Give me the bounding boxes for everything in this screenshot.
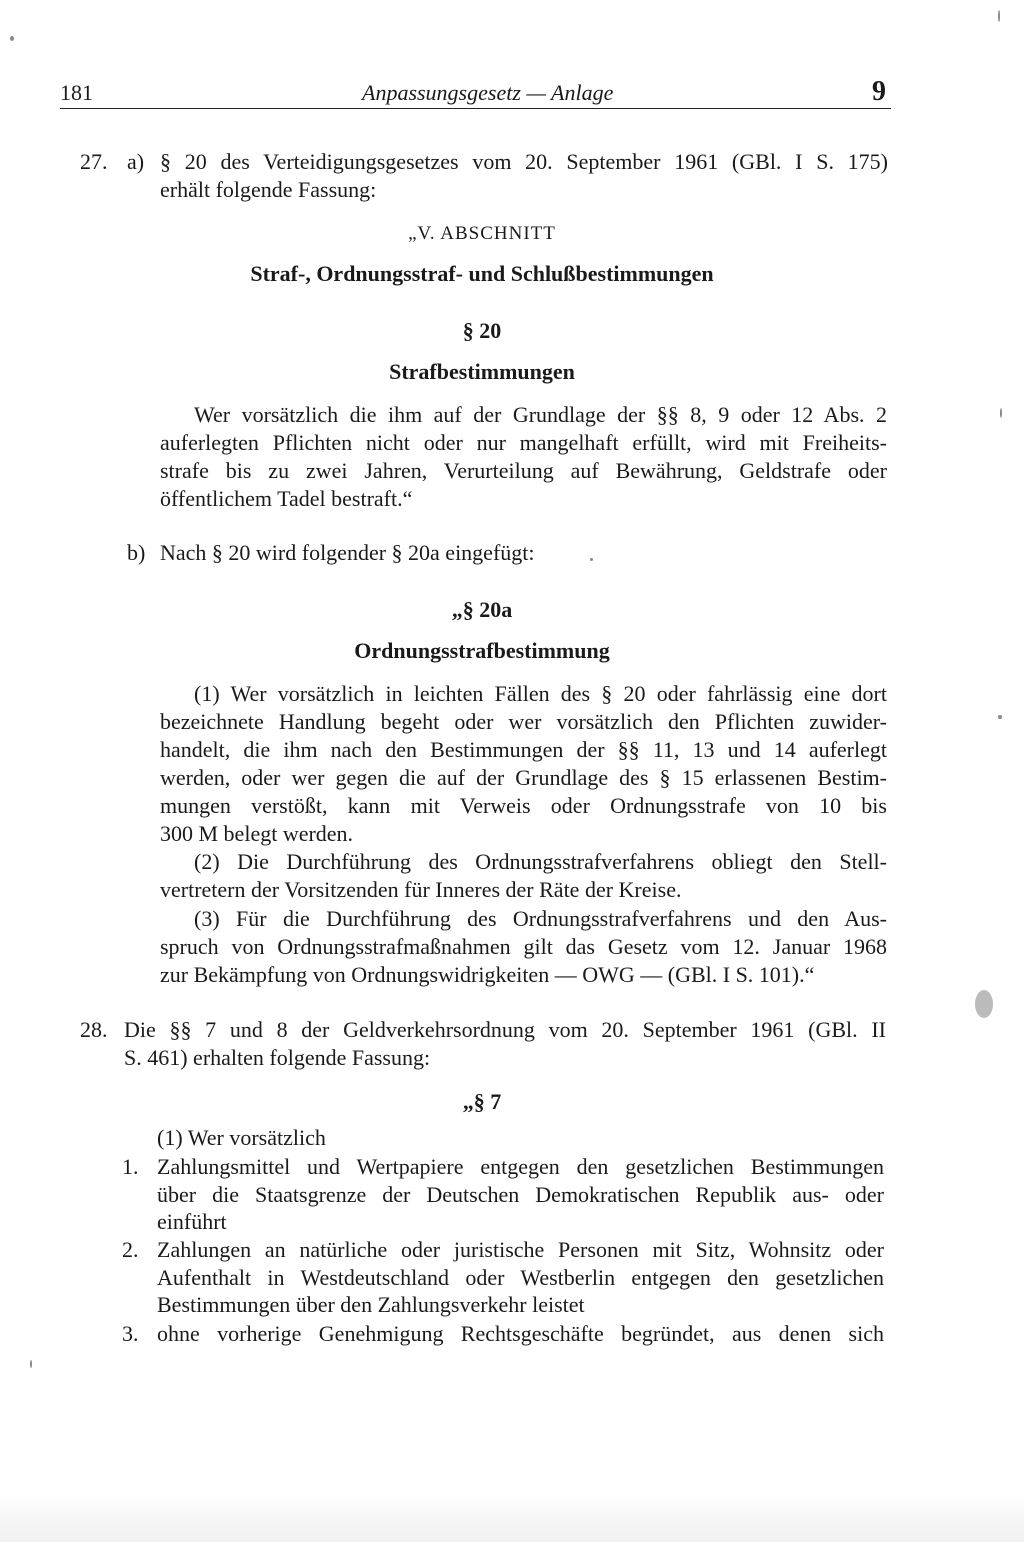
item-28-line-1: Die §§ 7 und 8 der Geldverkehrsordnung vom 20. September 1961 (GBl. II: [124, 1017, 886, 1042]
item-27a-line-1: § 20 des Verteidigungsgesetzes vom 20. September 1961 (GBl. I S. 175): [160, 149, 888, 174]
scan-speck: [998, 10, 1000, 22]
paragraph-20a-line-8: vertretern der Vorsitzenden für Inneres der Räte der Kreise.: [160, 877, 682, 902]
list-item-2-line-2: Aufenthalt in Westdeutschland oder Westberlin entgegen den gesetzlichen: [157, 1265, 884, 1290]
paragraph-20a-title: Ordnungsstrafbestimmung: [354, 638, 610, 663]
list-item-2-line-3: Bestimmungen über den Zahlungsverkehr leistet: [157, 1292, 585, 1317]
paragraph-7-heading: „§ 7: [462, 1089, 502, 1114]
page-number-right: 9: [872, 76, 886, 107]
paragraph-20a-heading: „§ 20a: [451, 597, 513, 622]
list-item-3-line-1: ohne vorherige Genehmigung Rechtsgeschäfte begründet, aus denen sich: [157, 1321, 884, 1346]
scan-speck: [975, 990, 993, 1018]
paragraph-20-title: Strafbestimmungen: [389, 359, 575, 384]
scan-bottom-noise: [0, 1495, 1024, 1542]
item-27b-line: Nach § 20 wird folgender § 20a eingefügt:: [160, 540, 535, 565]
page-number-left: 181: [60, 80, 93, 105]
paragraph-20a-line-6: 300 M belegt werden.: [160, 821, 354, 846]
paragraph-20a-line-3: handelt, die ihm nach den Bestimmungen der §§ 11, 13 und 14 auferlegt: [160, 737, 887, 762]
running-header-title: Anpassungsgesetz — Anlage: [362, 80, 614, 105]
list-item-1-line-3: einführt: [157, 1209, 227, 1234]
paragraph-20a-line-5: mungen verstößt, kann mit Verweis oder Ordnungsstrafe von 10 bis: [160, 793, 887, 818]
paragraph-20-line-1: Wer vorsätzlich die ihm auf der Grundlage der §§ 8, 9 oder 12 Abs. 2: [194, 402, 887, 427]
paragraph-7-intro: (1) Wer vorsätzlich: [157, 1125, 326, 1150]
list-item-1-line-1: Zahlungsmittel und Wertpapiere entgegen den gesetzlichen Bestimmungen: [157, 1154, 884, 1179]
paragraph-20-line-2: auferlegten Pflichten nicht oder nur mangelhaft erfüllt, wird mit Freiheits-: [160, 430, 887, 455]
item-28-line-2: S. 461) erhalten folgende Fassung:: [124, 1045, 431, 1070]
paragraph-20a-line-1: (1) Wer vorsätzlich in leichten Fällen des § 20 oder fahrlässig eine dort: [194, 681, 887, 706]
paragraph-20a-line-7: (2) Die Durchführung des Ordnungsstrafverfahrens obliegt den Stell-: [194, 849, 887, 874]
scan-speck: [590, 558, 593, 561]
scan-speck: [30, 1360, 32, 1368]
section-title: Straf-, Ordnungsstraf- und Schlußbestimmungen: [250, 261, 714, 286]
item-28-number: 28.: [80, 1017, 108, 1042]
item-27a-label: a): [127, 149, 145, 174]
item-27a-line-2: erhält folgende Fassung:: [160, 177, 377, 202]
list-item-2-number: 2.: [122, 1237, 139, 1262]
scan-speck: [10, 36, 14, 41]
paragraph-20a-line-11: zur Bekämpfung von Ordnungswidrigkeiten — OWG — (GBl. I S. 101).“: [160, 962, 815, 987]
paragraph-20a-line-2: bezeichnete Handlung begeht oder wer vorsätzlich den Pflichten zuwider-: [160, 709, 887, 734]
section-heading: „V. ABSCHNITT: [408, 223, 556, 244]
paragraph-20a-line-9: (3) Für die Durchführung des Ordnungsstrafverfahrens und den Aus-: [194, 906, 887, 931]
paragraph-20-line-4: öffentlichem Tadel bestraft.“: [160, 486, 413, 511]
paragraph-20-line-3: strafe bis zu zwei Jahren, Verurteilung auf Bewährung, Geldstrafe oder: [160, 458, 887, 483]
list-item-2-line-1: Zahlungen an natürliche oder juristische Personen mit Sitz, Wohnsitz oder: [157, 1237, 884, 1262]
list-item-3-number: 3.: [122, 1321, 139, 1346]
paragraph-20a-line-4: werden, oder wer gegen die auf der Grundlage des § 15 erlassenen Bestim-: [160, 765, 887, 790]
header-rule: [60, 108, 891, 109]
list-item-1-line-2: über die Staatsgrenze der Deutschen Demokratischen Republik aus- oder: [157, 1182, 884, 1207]
list-item-1-number: 1.: [122, 1154, 139, 1179]
paragraph-20-heading: § 20: [462, 318, 502, 343]
scan-speck: [998, 715, 1002, 719]
item-27b-label: b): [127, 540, 146, 565]
scan-speck: [1000, 408, 1002, 418]
item-27-number: 27.: [80, 149, 108, 174]
paragraph-20a-line-10: spruch von Ordnungsstrafmaßnahmen gilt das Gesetz vom 12. Januar 1968: [160, 934, 887, 959]
